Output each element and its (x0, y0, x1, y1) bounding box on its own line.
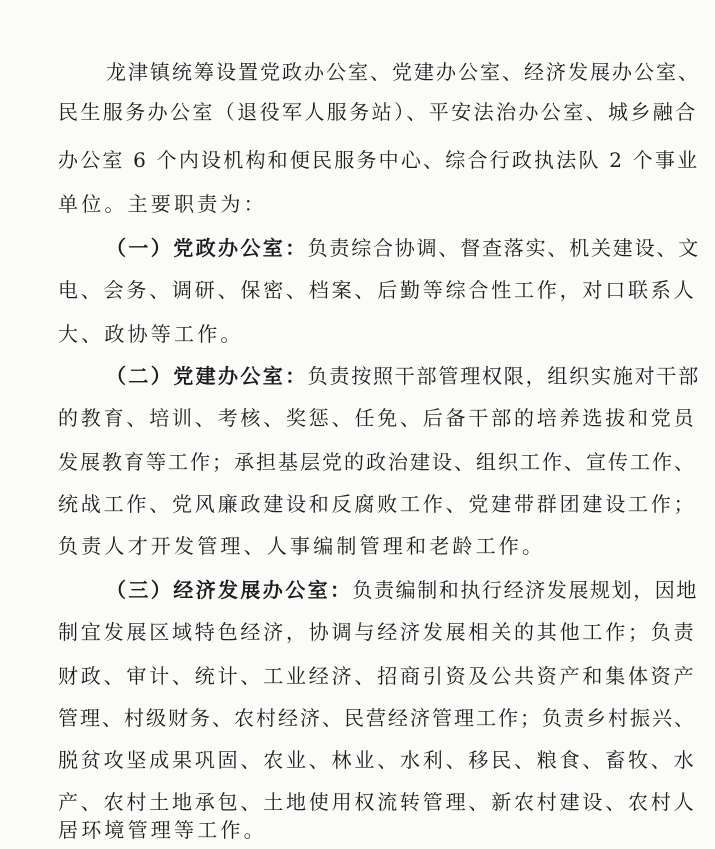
intro-line: 办公室 6 个内设机构和便民服务中心、综合行政执法队 2 个事业 (58, 148, 700, 172)
section-1-text: 负责综合协调、督查落实、机关建设、文 (307, 236, 701, 260)
section-2-line: 发展教育等工作；承担基层党的政治建设、组织工作、宣传工作、 (58, 450, 696, 474)
section-1-line: 大、政协等工作。 (58, 322, 244, 346)
section-3-first-line (106, 578, 698, 602)
section-3-heading: （三）经济发展办公室： (106, 578, 353, 602)
section-2-heading: （二）党建办公室： (106, 364, 308, 388)
intro-line: 龙津镇统筹设置党政办公室、党建办公室、经济发展办公室、 (106, 60, 700, 84)
section-2-line: 的教育、培训、考核、奖惩、任免、后备干部的培养选拔和党员 (58, 406, 697, 430)
intro-line: 单位。主要职责为： (58, 192, 267, 216)
section-3-line: 财政、审计、统计、工业经济、招商引资及公共资产和集体资产 (58, 664, 697, 688)
section-2-line: 负责人才开发管理、人事编制管理和老龄工作。 (58, 534, 546, 558)
section-1-first-line (106, 236, 700, 260)
section-2-first-line (106, 364, 700, 388)
section-3-text: 负责编制和执行经济发展规划，因地 (352, 578, 699, 602)
section-2-line: 统战工作、党风廉政建设和反腐败工作、党建带群团建设工作； (58, 492, 697, 516)
section-3-line: 居环境管理等工作。 (58, 818, 267, 842)
section-2-text: 负责按照干部管理权限，组织实施对干部 (307, 364, 701, 388)
section-3-line: 制宜发展区域特色经济，协调与经济发展相关的其他工作；负责 (58, 620, 697, 644)
section-3-line: 产、农村土地承包、土地使用权流转管理、新农村建设、农村人 (58, 790, 697, 814)
section-1-heading: （一）党政办公室： (106, 236, 308, 260)
section-1-line: 电、会务、调研、保密、档案、后勤等综合性工作，对口联系人 (58, 278, 697, 302)
section-3-line: 脱贫攻坚成果巩固、农业、林业、水利、移民、粮食、畜牧、水 (58, 748, 697, 772)
intro-line: 民生服务办公室（退役军人服务站）、平安法治办公室、城乡融合 (58, 100, 698, 124)
section-3-line: 管理、村级财务、农村经济、民营经济管理工作；负责乡村振兴、 (58, 706, 696, 730)
